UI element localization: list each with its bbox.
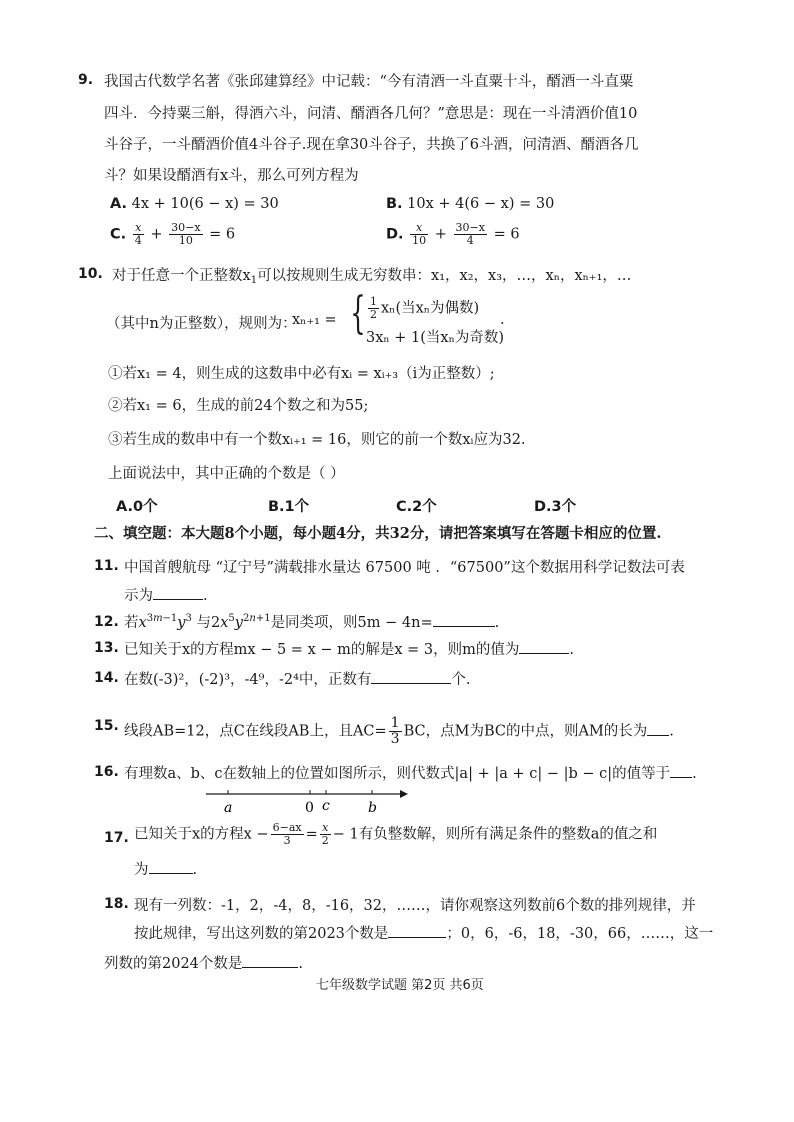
fraction: $\frac{x}{10}$ xyxy=(412,221,427,247)
label-a: a xyxy=(224,800,233,816)
question-10-statement-1: ①若x₁ = 4，则生成的这数串中必有xᵢ = xᵢ₊₃（i为正整数）; xyxy=(108,366,495,382)
question-11-number: 11. xyxy=(94,558,119,574)
question-10-statement-3: ③若生成的数串中有一个数xᵢ₊₁ = 16，则它的前一个数xᵢ应为32. xyxy=(108,432,526,448)
answer-blank xyxy=(519,639,569,654)
label-c: c xyxy=(322,798,330,814)
question-9-option-a xyxy=(110,196,279,212)
question-10-option-a: A.0个 xyxy=(116,499,158,515)
left-brace: { xyxy=(350,288,366,339)
question-10-option-c: C.2个 xyxy=(396,499,437,515)
question-9-option-b xyxy=(386,196,554,212)
fraction: $\frac{30-x}{10}$ xyxy=(171,221,201,247)
question-11-line-2: 示为 . xyxy=(124,584,208,605)
option-label: B. xyxy=(386,196,403,212)
question-16-text: 有理数a、b、c在数轴上的位置如图所示，则代数式|a| + |a + c| − |b − c|的值等于 . xyxy=(124,762,697,783)
fraction: $\frac{x}{4}$ xyxy=(134,221,142,247)
number-line-arrow xyxy=(400,790,408,798)
option-label: A. xyxy=(110,196,127,212)
option-label: D. xyxy=(386,226,404,243)
question-12-text: 若$x^{3m-1}y^3$ 与$2x^5y^{2n+1}$是同类项，则5m − 4n= . xyxy=(124,613,500,631)
option-label: C. xyxy=(110,226,127,243)
question-18-number: 18. xyxy=(104,896,129,912)
answer-blank xyxy=(647,721,669,736)
option-text: 10x + 4(6 − x) = 30 xyxy=(407,196,555,212)
question-18-line-3: 列数的第2024个数是 . xyxy=(104,952,303,973)
section-2-heading: 二、填空题：本大题8个小题，每小题4分，共32分，请把答案填写在答题卡相应的位置. xyxy=(94,525,662,542)
fraction: $\frac{6-ax}{3}$ xyxy=(272,821,302,847)
label-b: b xyxy=(368,800,377,816)
question-10-case-odd: 3xₙ + 1(当xₙ为奇数) xyxy=(366,330,505,346)
fraction: $\frac{x}{2}$ xyxy=(321,821,329,847)
question-9-option-c: C. $\frac{x}{4}$ + $\frac{30-x}{10}$ = 6 xyxy=(110,221,236,247)
question-18-line-1: 现有一列数：-1，2，-4，8，-16，32，……，请你观察这列数前6个数的排列规律，并 xyxy=(134,898,696,914)
question-11-line-1: 中国首艘航母 “辽宁号”满载排水量达 67500 吨 ．“67500”这个数据用科学记数法可表 xyxy=(124,560,685,576)
question-13-number: 13. xyxy=(94,640,119,656)
question-17-number: 17. xyxy=(104,830,129,846)
question-17-line-2: 为 . xyxy=(134,858,197,879)
label-zero: 0 xyxy=(305,800,314,816)
question-13-text: 已知关于x的方程mx − 5 = x − m的解是x = 3，则m的值为 . xyxy=(124,638,574,659)
answer-blank xyxy=(388,923,446,938)
question-10-rule-intro: （其中n为正整数），规则为： xyxy=(106,316,297,332)
answer-blank xyxy=(433,612,495,627)
question-10-statement-2: ②若x₁ = 6，生成的前24个数之和为55; xyxy=(108,398,369,414)
question-9-option-d: D. $\frac{x}{10}$ + $\frac{30-x}{4}$ = 6 xyxy=(386,221,520,247)
fraction: $\frac{30-x}{4}$ xyxy=(455,221,485,247)
question-9-line-4: 斗？如果设醑酒有x斗，那么可列方程为 xyxy=(104,168,359,184)
answer-blank xyxy=(242,953,298,968)
question-16-number: 16. xyxy=(94,764,119,780)
answer-blank xyxy=(670,763,692,778)
question-10-ask: 上面说法中，其中正确的个数是（ ） xyxy=(108,466,345,482)
question-10-period: . xyxy=(500,312,505,328)
question-10-rule-lhs: xₙ₊₁ = xyxy=(292,312,337,328)
answer-blank xyxy=(149,859,193,874)
question-10-line-1: 对于任意一个正整数$x_1$可以按规则生成无穷数串：x₁，x₂，x₃，…，xₙ，xₙ₊₁，… xyxy=(112,268,632,286)
question-9-line-3: 斗谷子，一斗醑酒价值4斗谷子.现在拿30斗谷子，共换了6斗酒，问清酒、醑酒各几 xyxy=(104,137,639,153)
question-9-line-1: 我国古代数学名著《张邱建算经》中记载：“今有清酒一斗直粟十斗，醑酒一斗直粟 xyxy=(104,74,634,90)
fraction: $\frac{1}{2}$ xyxy=(370,295,377,321)
number-line xyxy=(200,786,410,818)
question-9-number: 9. xyxy=(78,72,94,88)
question-10-option-b: B.1个 xyxy=(268,499,310,515)
fraction: $\frac{1}{3}$ xyxy=(390,715,400,747)
question-18-line-2: 按此规律，写出这列数的第2023个数是 ；0，6，-6，18，-30，66，……，这一 xyxy=(134,922,713,943)
question-12-number: 12. xyxy=(94,614,119,630)
question-10-case-even: $\frac{1}{2}$ xₙ(当xₙ为偶数) xyxy=(370,295,480,321)
question-9-line-2: 四斗．今持粟三斛，得酒六斗，问清、醑酒各几何？”意思是：现在一斗清酒价值10 xyxy=(104,106,638,122)
question-14-number: 14. xyxy=(94,670,119,686)
option-text: 4x + 10(6 − x) = 30 xyxy=(131,196,279,212)
question-15-number: 15. xyxy=(94,718,119,734)
question-14-text: 在数(-3)²，(-2)³，-4⁹，-2⁴中，正数有 个. xyxy=(124,668,471,689)
question-10-number: 10. xyxy=(78,266,103,282)
question-10-option-d: D.3个 xyxy=(534,499,577,515)
question-15-text: 线段AB=12，点C在线段AB上，且AC= $\frac{1}{3}$ BC，点M为BC的中点，则AM的长为 . xyxy=(124,715,674,747)
answer-blank xyxy=(371,669,451,684)
page-footer: 七年级数学试题 第2页 共6页 xyxy=(316,978,484,993)
answer-blank xyxy=(153,585,203,600)
question-17-line-1: 已知关于x的方程x − $\frac{6-ax}{3}$ = $\frac{x}{2}$ − 1有负整数解，则所有满足条件的整数a的值之和 xyxy=(134,821,658,847)
